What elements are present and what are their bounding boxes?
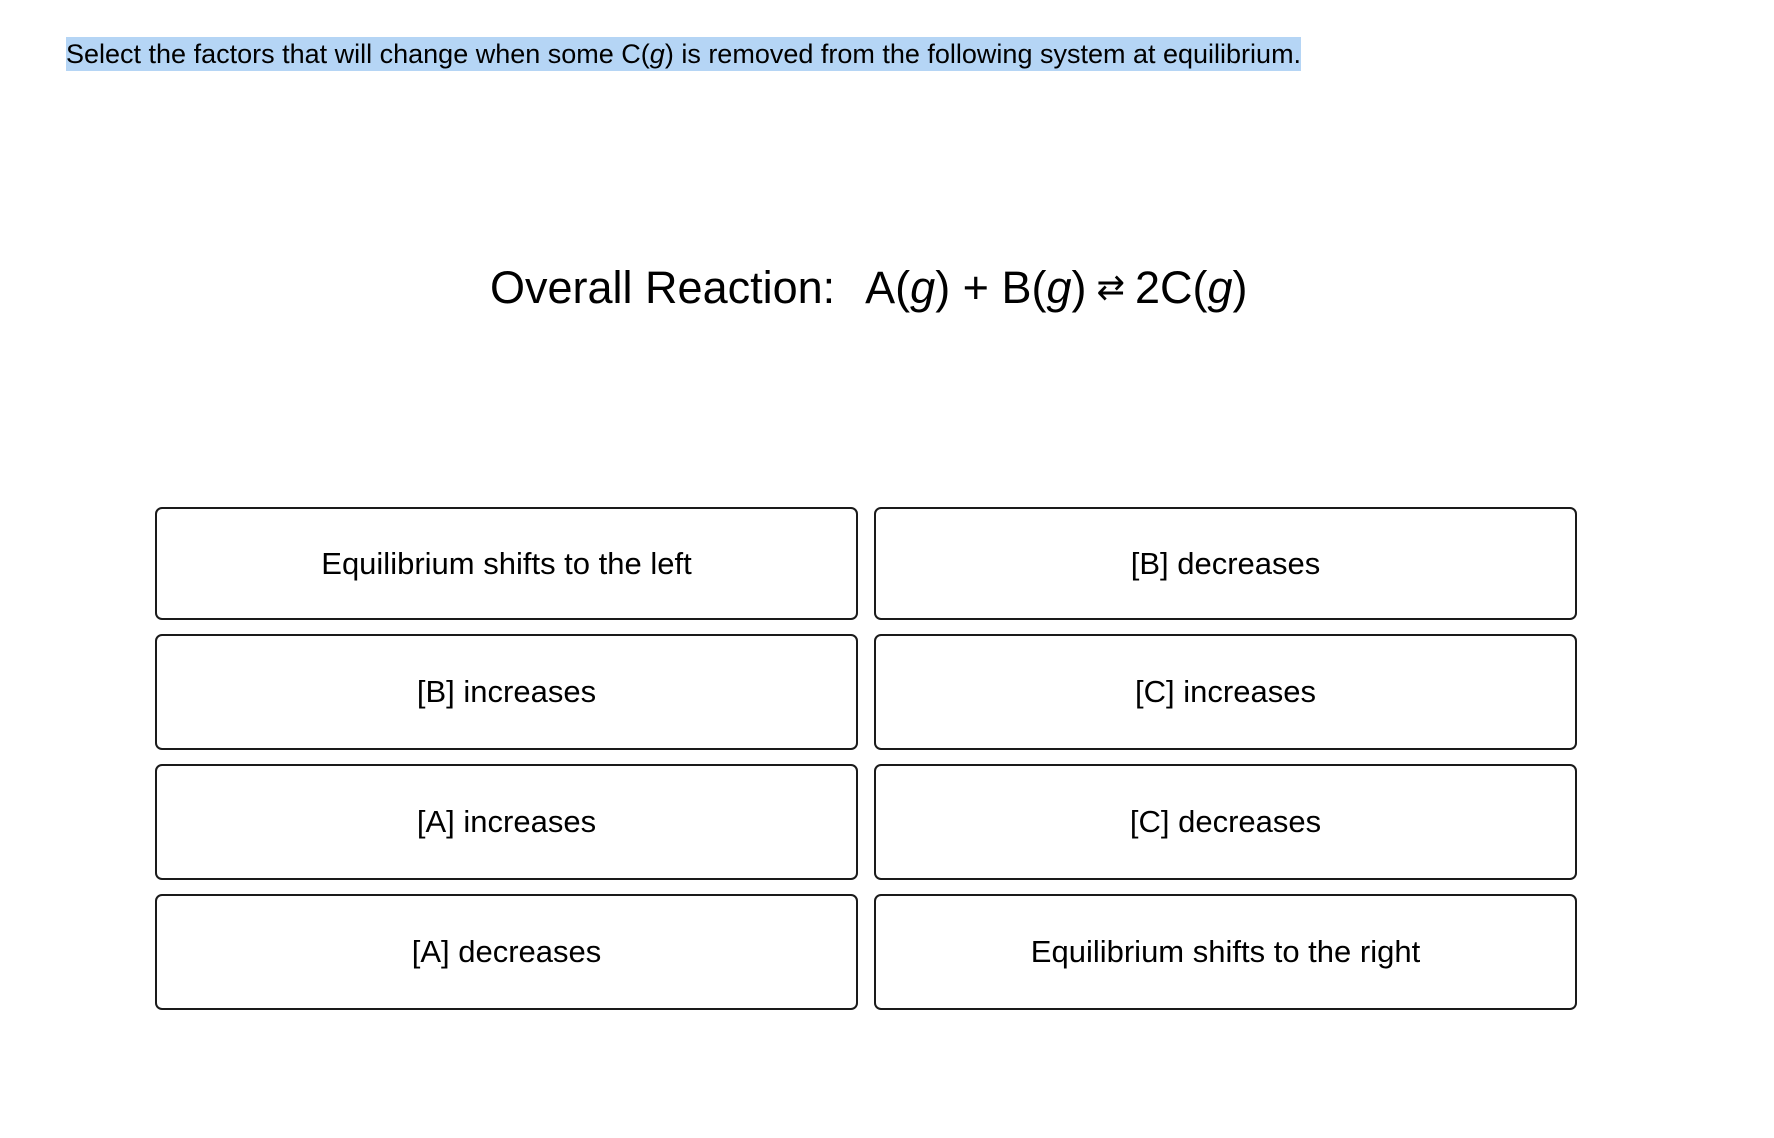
question-state-italic: g bbox=[649, 39, 665, 69]
choice-b-decreases[interactable]: [B] decreases bbox=[874, 507, 1577, 620]
choice-shifts-right[interactable]: Equilibrium shifts to the right bbox=[874, 894, 1577, 1010]
choice-c-decreases[interactable]: [C] decreases bbox=[874, 764, 1577, 880]
choice-c-increases[interactable]: [C] increases bbox=[874, 634, 1577, 750]
question-pre: Select the factors that will change when some C( bbox=[66, 39, 650, 69]
question-post: ) is removed from the following system at equilibrium. bbox=[664, 39, 1302, 69]
reaction-label: Overall Reaction: bbox=[490, 262, 836, 313]
choice-shifts-left[interactable]: Equilibrium shifts to the left bbox=[155, 507, 858, 620]
equilibrium-arrow-icon: ⇄ bbox=[1096, 269, 1125, 307]
choice-b-increases[interactable]: [B] increases bbox=[155, 634, 858, 750]
choice-a-decreases[interactable]: [A] decreases bbox=[155, 894, 858, 1010]
question-highlight bbox=[66, 37, 1301, 71]
question-text bbox=[66, 36, 1301, 72]
reactant-a: A(g) + B(g) bbox=[865, 262, 1087, 313]
answer-choices bbox=[155, 507, 1578, 1010]
product-c: 2C(g) bbox=[1135, 262, 1248, 313]
choice-a-increases[interactable]: [A] increases bbox=[155, 764, 858, 880]
